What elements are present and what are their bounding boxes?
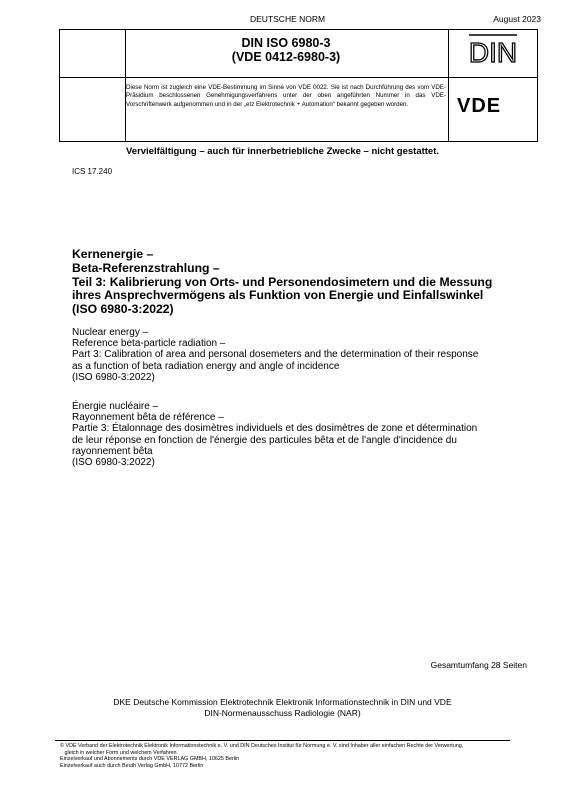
title-line: (ISO 6980-3:2022) xyxy=(72,302,174,317)
title-box xyxy=(59,29,538,142)
title-line: Énergie nucléaire – xyxy=(72,401,159,412)
vde-notice: Diese Norm ist zugleich eine VDE-Bestimmung im Sinne von VDE 0022. Sie ist nach Durchführung des vom VDE-Präsidium beschlossenen Genehmigungsverfahrens unter der oben angeführten Nummer in das VDE-Vorschriftenwerk aufgenommen und in der „etz Elektrotechnik + Automation“ bekannt gegeben worden. xyxy=(126,84,446,108)
title-line: as a function of beta radiation energy and angle of incidence xyxy=(72,360,340,372)
footer-line: gleich in welcher Form und welchem Verfahren. xyxy=(60,749,179,756)
title-line: Teil 3: Kalibrierung von Orts- und Personendosimetern und die Messung xyxy=(72,274,493,289)
title-line: (ISO 6980-3:2022) xyxy=(72,371,155,383)
committee-line: DIN-Normenausschuss Radiologie (NAR) xyxy=(204,707,361,718)
document-number-block xyxy=(126,36,446,64)
divider xyxy=(60,77,537,78)
title-line: Beta-Referenzstrahlung – xyxy=(72,260,220,275)
title-line: rayonnement bêta xyxy=(72,445,153,457)
committee xyxy=(0,697,565,719)
title-line: Reference beta-particle radiation – xyxy=(72,338,226,350)
publication-date: August 2023 xyxy=(493,14,541,24)
din-logo-text: DIN xyxy=(468,37,518,68)
reproduction-notice: Vervielfältigung – auch für innerbetriebliche Zwecke – nicht gestattet. xyxy=(125,146,440,157)
title-english xyxy=(72,327,512,383)
title-line: de leur réponse en fonction de l'énergie des particules bêta et de l'angle d'incidence du xyxy=(72,434,457,446)
divider xyxy=(448,30,449,141)
title-line: (ISO 6980-3:2022) xyxy=(72,457,155,469)
vde-number: (VDE 0412-6980-3) xyxy=(231,50,341,64)
title-line: Partie 3: Étalonnage des dosimètres individuels et des dosimètres de zone et détermination xyxy=(72,423,478,435)
document-number: DIN ISO 6980-3 xyxy=(241,36,331,50)
footer-line: © VDE Verband der Elektrotechnik Elektronik Informationstechnik e. V. und DIN Deutsches Institut für Normung e. V. sind Inhaber aller einfachen Rechte der Verwertung, xyxy=(60,743,464,749)
din-logo xyxy=(466,32,520,68)
ics-code: ICS 17.240 xyxy=(72,167,113,176)
title-line: Kernenergie – xyxy=(72,247,154,261)
title-german xyxy=(72,248,512,317)
copyright-footer xyxy=(60,743,560,769)
committee-line: DKE Deutsche Kommission Elektrotechnik Elektronik Informationstechnik in DIN und VDE xyxy=(113,697,452,707)
title-french xyxy=(72,401,512,468)
vde-logo: VDE xyxy=(457,95,502,117)
title-line: ihres Ansprechvermögens als Funktion von Energie und Einfallswinkel xyxy=(72,288,484,303)
footer-line: Einzelverkauf auch durch Beuth Verlag GmbH, 10772 Berlin xyxy=(60,762,204,769)
standard-type: DEUTSCHE NORM xyxy=(250,14,326,24)
footer-line: Einzelverkauf und Abonnements durch VDE VERLAG GMBH, 10625 Berlin xyxy=(60,756,240,763)
total-pages: Gesamtumfang 28 Seiten xyxy=(430,660,527,670)
footer-separator xyxy=(55,740,510,741)
title-line: Part 3: Calibration of area and personal dosemeters and the determination of their response xyxy=(72,349,479,361)
title-line: Rayonnement bêta de référence – xyxy=(72,412,224,424)
title-line: Nuclear energy – xyxy=(72,327,149,338)
